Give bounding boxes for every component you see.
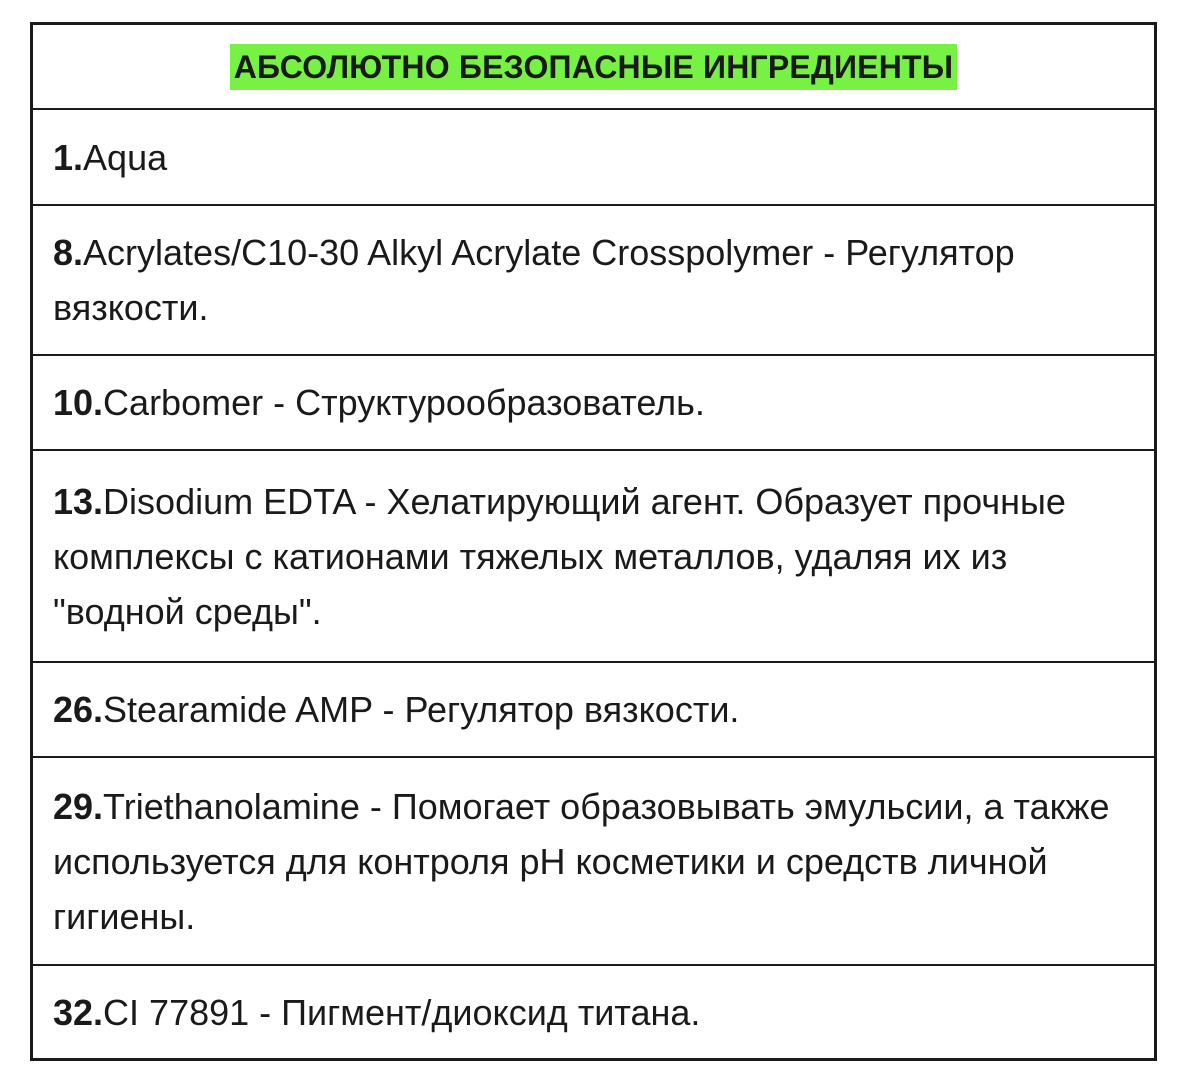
row-content <box>53 474 1134 639</box>
table-row <box>33 204 1154 354</box>
row-text: Triethanolamine - Помогает образовывать эмульсии, а также используется для контроля pH косметики и средств личной гигиены. <box>53 785 1110 937</box>
row-content <box>53 682 739 737</box>
ingredients-table <box>30 22 1157 1061</box>
row-number: 26. <box>53 689 104 730</box>
row-text: Carbomer - Структурообразователь. <box>103 382 705 423</box>
row-number: 10. <box>53 382 104 423</box>
row-number: 1. <box>53 136 84 178</box>
row-text: CI 77891 - Пигмент/диоксид титана. <box>103 991 701 1033</box>
row-number: 8. <box>53 232 84 273</box>
row-number: 32. <box>53 991 104 1033</box>
row-content <box>53 985 700 1040</box>
row-number: 29. <box>53 785 104 827</box>
row-text: Acrylates/C10-30 Alkyl Acrylate Crosspolymer - Регулятор вязкости. <box>53 232 1015 328</box>
table-row <box>33 449 1154 661</box>
row-text: Stearamide AMP - Регулятор вязкости. <box>103 689 740 730</box>
table-row <box>33 108 1154 204</box>
table-row <box>33 756 1154 964</box>
row-content <box>53 375 705 430</box>
table-row <box>33 354 1154 449</box>
row-text: Aqua <box>83 136 168 178</box>
table-title: АБСОЛЮТНО БЕЗОПАСНЫЕ ИНГРЕДИЕНТЫ <box>230 44 958 90</box>
row-text: Disodium EDTA - Хелатирующий агент. Образует прочные комплексы с катионами тяжелых металлов, удаляя их из "водной среды". <box>53 480 1066 632</box>
row-content <box>53 225 1134 335</box>
row-content <box>53 130 167 185</box>
table-row <box>33 964 1154 1058</box>
table-header <box>33 25 1154 108</box>
row-number: 13. <box>53 480 104 522</box>
table-row <box>33 661 1154 756</box>
row-content <box>53 779 1134 944</box>
